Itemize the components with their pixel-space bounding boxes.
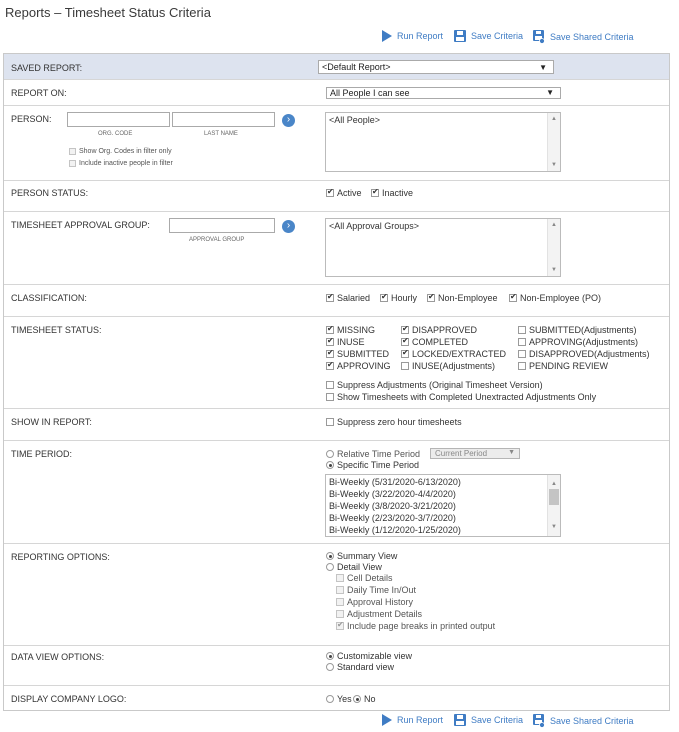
summary-view-radio[interactable] bbox=[326, 551, 397, 561]
approval-group-listbox[interactable] bbox=[325, 218, 561, 277]
inactive-checkbox[interactable] bbox=[371, 188, 413, 198]
save-shared-criteria-button-bottom[interactable] bbox=[533, 714, 634, 728]
show-completed-unextracted-checkbox[interactable] bbox=[326, 392, 596, 402]
include-inactive-label: Include inactive people in filter bbox=[79, 160, 173, 167]
dropdown-arrow-icon: ▼ bbox=[508, 449, 515, 456]
person-search-go-button[interactable] bbox=[282, 114, 295, 127]
run-report-label: Run Report bbox=[397, 31, 444, 41]
person-status-label: PERSON STATUS: bbox=[11, 188, 89, 198]
radio-circle bbox=[326, 663, 334, 671]
floppy-disk-icon bbox=[454, 714, 466, 726]
show-org-codes-label: Show Org. Codes in filter only bbox=[79, 148, 172, 155]
radio-circle bbox=[326, 552, 334, 560]
save-shared-criteria-button[interactable] bbox=[533, 30, 634, 44]
checkbox-box bbox=[326, 381, 334, 389]
checkbox-box bbox=[401, 338, 409, 346]
status-inuse-checkbox[interactable] bbox=[326, 337, 365, 347]
approval-group-label: TIMESHEET APPROVAL GROUP: bbox=[11, 220, 150, 230]
active-checkbox[interactable] bbox=[326, 188, 362, 198]
status-submitted-adjustments-label: SUBMITTED(Adjustments) bbox=[529, 325, 637, 335]
reporting-options-label: REPORTING OPTIONS: bbox=[11, 552, 110, 562]
cell-details-checkbox[interactable] bbox=[336, 573, 393, 583]
checkbox-box bbox=[518, 362, 526, 370]
scroll-up-icon[interactable]: ▲ bbox=[551, 481, 557, 487]
active-label: Active bbox=[337, 188, 362, 198]
report-on-value: All People I can see bbox=[330, 88, 410, 98]
salaried-checkbox[interactable] bbox=[326, 293, 370, 303]
logo-yes-label: Yes bbox=[337, 694, 352, 704]
time-period-row bbox=[4, 441, 669, 544]
checkbox-box bbox=[401, 362, 409, 370]
period-listbox[interactable] bbox=[325, 474, 561, 537]
checkbox-box bbox=[326, 393, 334, 401]
detail-view-label: Detail View bbox=[337, 562, 382, 572]
show-in-report-row bbox=[4, 409, 669, 441]
checkbox-box bbox=[69, 160, 76, 167]
logo-yes-radio[interactable] bbox=[326, 694, 352, 704]
scroll-down-icon[interactable]: ▼ bbox=[551, 524, 557, 530]
checkbox-box bbox=[326, 294, 334, 302]
person-label: PERSON: bbox=[11, 114, 52, 124]
show-in-report-label: SHOW IN REPORT: bbox=[11, 417, 92, 427]
org-code-input[interactable] bbox=[67, 112, 170, 127]
period-list-item[interactable]: Bi-Weekly (3/22/2020-4/4/2020) bbox=[329, 489, 456, 499]
period-list-item[interactable]: Bi-Weekly (1/12/2020-1/25/2020) bbox=[329, 525, 461, 535]
checkbox-box bbox=[401, 350, 409, 358]
chevron-right-icon: › bbox=[286, 220, 291, 231]
floppy-disk-icon bbox=[454, 30, 466, 42]
status-completed-label: COMPLETED bbox=[412, 337, 469, 347]
period-list-item[interactable]: Bi-Weekly (2/23/2020-3/7/2020) bbox=[329, 513, 456, 523]
checkbox-box bbox=[326, 418, 334, 426]
time-period-label: TIME PERIOD: bbox=[11, 449, 73, 459]
classification-label: CLASSIFICATION: bbox=[11, 293, 87, 303]
status-missing-checkbox[interactable] bbox=[326, 325, 375, 335]
last-name-caption: LAST NAME bbox=[204, 131, 238, 137]
hourly-checkbox[interactable] bbox=[380, 293, 417, 303]
timesheet-status-label: TIMESHEET STATUS: bbox=[11, 325, 102, 335]
save-criteria-label: Save Criteria bbox=[471, 31, 524, 41]
play-icon bbox=[381, 714, 392, 726]
approval-group-caption: APPROVAL GROUP bbox=[189, 237, 245, 243]
summary-view-label: Summary View bbox=[337, 551, 398, 561]
status-pending-review-label: PENDING REVIEW bbox=[529, 361, 609, 371]
checkbox-box bbox=[69, 148, 76, 155]
suppress-zero-hour-checkbox[interactable] bbox=[326, 417, 462, 427]
saved-report-label: SAVED REPORT: bbox=[11, 63, 83, 73]
page-breaks-checkbox[interactable] bbox=[336, 621, 495, 631]
approval-group-input[interactable] bbox=[169, 218, 275, 233]
play-icon bbox=[381, 30, 392, 42]
status-submitted-adjustments-checkbox[interactable] bbox=[518, 325, 637, 335]
status-approving-label: APPROVING bbox=[337, 361, 391, 371]
run-report-label: Run Report bbox=[397, 715, 444, 725]
approval-group-list-item[interactable]: <All Approval Groups> bbox=[329, 221, 420, 231]
adjustment-details-checkbox[interactable] bbox=[336, 609, 422, 619]
timesheet-status-row bbox=[4, 317, 669, 409]
checkbox-box bbox=[336, 574, 344, 582]
status-approving-checkbox[interactable] bbox=[326, 361, 391, 371]
data-view-label: DATA VIEW OPTIONS: bbox=[11, 652, 105, 662]
status-approving-adjustments-label: APPROVING(Adjustments) bbox=[529, 337, 639, 347]
inactive-label: Inactive bbox=[382, 188, 414, 198]
detail-view-radio[interactable] bbox=[326, 562, 382, 572]
saved-report-row bbox=[4, 54, 669, 80]
relative-period-select[interactable] bbox=[430, 448, 520, 459]
approval-group-row bbox=[4, 212, 669, 285]
checkbox-box bbox=[336, 598, 344, 606]
radio-circle bbox=[326, 461, 334, 469]
checkbox-box bbox=[509, 294, 517, 302]
status-disapproved-label: DISAPPROVED bbox=[412, 325, 478, 335]
checkbox-box bbox=[336, 622, 344, 630]
logo-no-radio[interactable] bbox=[353, 694, 376, 704]
save-criteria-label: Save Criteria bbox=[471, 715, 524, 725]
radio-circle bbox=[353, 695, 361, 703]
daily-time-label: Daily Time In/Out bbox=[347, 585, 417, 595]
checkbox-box bbox=[427, 294, 435, 302]
status-approving-adjustments-checkbox[interactable] bbox=[518, 337, 638, 347]
status-submitted-label: SUBMITTED bbox=[337, 349, 390, 359]
status-disapproved-checkbox[interactable] bbox=[401, 325, 477, 335]
show-completed-unextracted-label: Show Timesheets with Completed Unextracted Adjustments Only bbox=[337, 392, 597, 402]
saved-report-value: <Default Report> bbox=[322, 62, 391, 72]
cell-details-label: Cell Details bbox=[347, 573, 393, 583]
scroll-up-icon[interactable]: ▲ bbox=[551, 222, 557, 228]
daily-time-checkbox[interactable] bbox=[336, 585, 416, 595]
status-missing-label: MISSING bbox=[337, 325, 376, 335]
include-inactive-checkbox[interactable] bbox=[69, 160, 173, 167]
classification-row bbox=[4, 285, 669, 317]
checkbox-box bbox=[380, 294, 388, 302]
last-name-input[interactable] bbox=[172, 112, 275, 127]
org-code-caption: ORG. CODE bbox=[98, 131, 133, 137]
scroll-down-icon[interactable]: ▼ bbox=[551, 267, 557, 273]
specific-period-label: Specific Time Period bbox=[337, 460, 420, 470]
checkbox-box bbox=[518, 350, 526, 358]
approval-history-checkbox[interactable] bbox=[336, 597, 413, 607]
dropdown-arrow-icon: ▼ bbox=[539, 63, 547, 72]
company-logo-label: DISPLAY COMPANY LOGO: bbox=[11, 694, 127, 704]
status-inuse-label: INUSE bbox=[337, 337, 365, 347]
suppress-adjustments-label: Suppress Adjustments (Original Timesheet Version) bbox=[337, 380, 543, 390]
report-on-row bbox=[4, 80, 669, 106]
hourly-label: Hourly bbox=[391, 293, 418, 303]
checkbox-box bbox=[518, 338, 526, 346]
status-locked-extracted-label: LOCKED/EXTRACTED bbox=[412, 349, 507, 359]
report-on-label: REPORT ON: bbox=[11, 88, 67, 98]
reporting-options-row bbox=[4, 544, 669, 646]
suppress-zero-hour-label: Suppress zero hour timesheets bbox=[337, 417, 462, 427]
scroll-thumb[interactable] bbox=[549, 489, 559, 505]
person-listbox-scrollbar[interactable] bbox=[547, 113, 560, 171]
dropdown-arrow-icon: ▼ bbox=[546, 88, 554, 97]
data-view-row bbox=[4, 646, 669, 686]
shared-floppy-disk-icon bbox=[533, 30, 545, 44]
period-list-item[interactable]: Bi-Weekly (3/8/2020-3/21/2020) bbox=[329, 501, 456, 511]
adjustment-details-label: Adjustment Details bbox=[347, 609, 423, 619]
run-report-button[interactable] bbox=[381, 30, 443, 42]
checkbox-box bbox=[326, 338, 334, 346]
checkbox-box bbox=[326, 350, 334, 358]
status-completed-checkbox[interactable] bbox=[401, 337, 468, 347]
relative-period-value: Current Period bbox=[435, 449, 488, 458]
specific-period-radio[interactable] bbox=[326, 460, 419, 470]
period-listbox-scrollbar[interactable] bbox=[547, 475, 560, 536]
save-shared-criteria-label: Save Shared Criteria bbox=[550, 716, 634, 726]
checkbox-box bbox=[326, 189, 334, 197]
relative-period-radio[interactable] bbox=[326, 449, 420, 459]
standard-view-label: Standard view bbox=[337, 662, 395, 672]
chevron-right-icon: › bbox=[286, 114, 291, 125]
checkbox-box bbox=[326, 326, 334, 334]
show-org-codes-checkbox[interactable] bbox=[69, 148, 172, 155]
approval-history-label: Approval History bbox=[347, 597, 414, 607]
save-criteria-button[interactable] bbox=[454, 30, 523, 42]
scroll-up-icon[interactable]: ▲ bbox=[551, 116, 557, 122]
status-disapproved-adjustments-label: DISAPPROVED(Adjustments) bbox=[529, 349, 650, 359]
scroll-down-icon[interactable]: ▼ bbox=[551, 162, 557, 168]
status-submitted-checkbox[interactable] bbox=[326, 349, 389, 359]
criteria-panel bbox=[3, 53, 670, 711]
non-employee-label: Non-Employee bbox=[438, 293, 498, 303]
status-locked-extracted-checkbox[interactable] bbox=[401, 349, 506, 359]
save-criteria-button-bottom[interactable] bbox=[454, 714, 523, 726]
report-on-select[interactable] bbox=[326, 87, 561, 99]
relative-period-label: Relative Time Period bbox=[337, 449, 421, 459]
approval-group-listbox-scrollbar[interactable] bbox=[547, 219, 560, 276]
radio-circle bbox=[326, 695, 334, 703]
run-report-button-bottom[interactable] bbox=[381, 714, 443, 726]
non-employee-checkbox[interactable] bbox=[427, 293, 498, 303]
non-employee-po-checkbox[interactable] bbox=[509, 293, 601, 303]
radio-circle bbox=[326, 450, 334, 458]
approval-group-go-button[interactable] bbox=[282, 220, 295, 233]
status-pending-review-checkbox[interactable] bbox=[518, 361, 608, 371]
save-shared-criteria-label: Save Shared Criteria bbox=[550, 32, 634, 42]
checkbox-box bbox=[518, 326, 526, 334]
radio-circle bbox=[326, 563, 334, 571]
person-row bbox=[4, 106, 669, 181]
suppress-adjustments-checkbox[interactable] bbox=[326, 380, 543, 390]
shared-floppy-disk-icon bbox=[533, 714, 545, 728]
customizable-view-radio[interactable] bbox=[326, 651, 412, 661]
salaried-label: Salaried bbox=[337, 293, 371, 303]
radio-circle bbox=[326, 652, 334, 660]
checkbox-box bbox=[401, 326, 409, 334]
non-employee-po-label: Non-Employee (PO) bbox=[520, 293, 602, 303]
person-list-item[interactable]: <All People> bbox=[329, 115, 381, 125]
page-title: Reports – Timesheet Status Criteria bbox=[5, 5, 211, 20]
company-logo-row bbox=[4, 686, 669, 710]
status-inuse-adjustments-checkbox[interactable] bbox=[401, 361, 495, 371]
checkbox-box bbox=[326, 362, 334, 370]
person-status-row bbox=[4, 181, 669, 212]
logo-no-label: No bbox=[364, 694, 376, 704]
saved-report-select[interactable] bbox=[318, 60, 554, 74]
checkbox-box bbox=[336, 586, 344, 594]
page-breaks-label: Include page breaks in printed output bbox=[347, 621, 496, 631]
standard-view-radio[interactable] bbox=[326, 662, 394, 672]
customizable-view-label: Customizable view bbox=[337, 651, 413, 661]
person-listbox[interactable] bbox=[325, 112, 561, 172]
status-disapproved-adjustments-checkbox[interactable] bbox=[518, 349, 650, 359]
period-list-item[interactable]: Bi-Weekly (5/31/2020-6/13/2020) bbox=[329, 477, 461, 487]
checkbox-box bbox=[371, 189, 379, 197]
checkbox-box bbox=[336, 610, 344, 618]
status-inuse-adjustments-label: INUSE(Adjustments) bbox=[412, 361, 496, 371]
